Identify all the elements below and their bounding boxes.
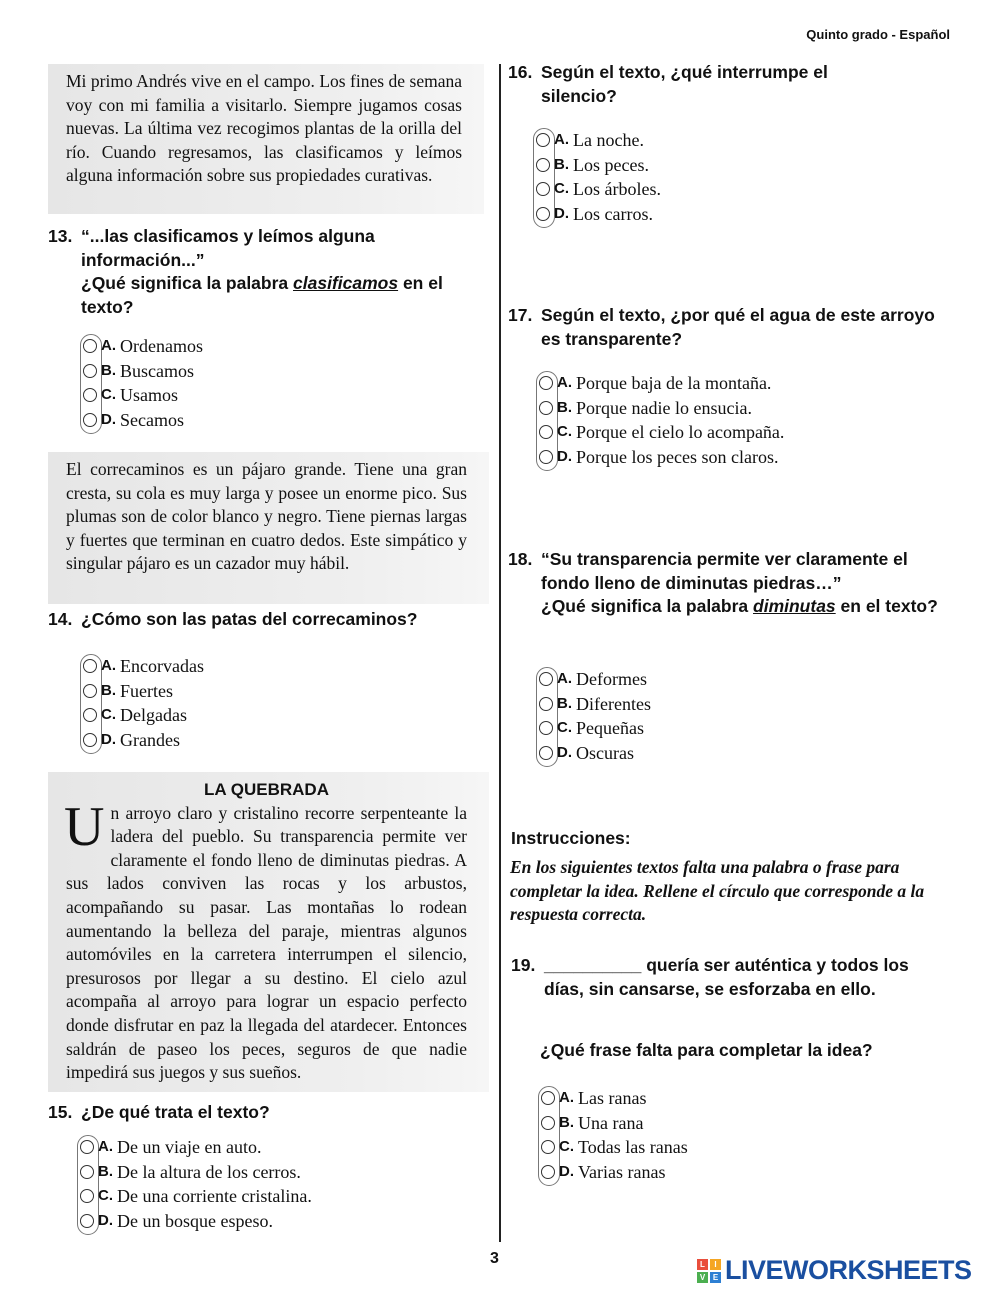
question-17-options [536,371,784,469]
radio-circle-icon[interactable] [80,1140,94,1154]
option-17-b[interactable] [536,396,784,421]
question-18-options [536,667,651,765]
option-text: Porque el cielo lo acompaña. [576,422,785,443]
option-letter: B. [101,361,116,379]
question-15-prompt: ¿De qué trata el texto? [81,1102,270,1122]
option-13-d[interactable] [80,408,203,433]
question-18-keyword: diminutas [753,596,836,616]
logo-letter-i: I [710,1259,721,1270]
question-18-prompt-pre: ¿Qué significa la palabra [541,596,754,616]
option-text: De una corriente cristalina. [117,1186,312,1207]
passage-quebrada-text [64,795,467,1085]
option-text: Oscuras [576,743,634,764]
question-14 [48,608,493,632]
passage-quebrada-title: LA QUEBRADA [204,780,329,799]
option-text: Buscamos [120,360,194,381]
option-letter: D. [559,1163,574,1181]
logo-letter-v: V [697,1272,708,1283]
option-19-d[interactable] [538,1160,688,1185]
option-18-b[interactable] [536,692,651,717]
option-17-d[interactable] [536,445,784,470]
question-13-prompt-pre: ¿Qué significa la palabra [81,273,294,293]
question-15 [48,1101,493,1125]
option-letter: D. [557,448,572,466]
option-text: Las ranas [578,1088,647,1109]
option-text: Fuertes [120,680,173,701]
radio-circle-icon[interactable] [539,401,553,415]
question-18-prompt-post: en el texto? [835,596,938,616]
option-16-b[interactable] [533,153,661,178]
question-13-keyword: clasificamos [293,273,399,293]
radio-circle-icon[interactable] [83,413,97,427]
passage-primo [48,64,484,214]
radio-circle-icon[interactable] [83,684,97,698]
radio-circle-icon[interactable] [536,182,550,196]
option-letter: B. [98,1162,113,1180]
option-letter: C. [101,706,116,724]
option-17-a[interactable] [536,371,784,396]
option-text: De la altura de los cerros. [117,1161,301,1182]
option-18-d[interactable] [536,741,651,766]
option-letter: B. [557,398,572,416]
question-17-number: 17. [508,305,533,325]
option-letter: A. [557,374,572,392]
option-letter: B. [101,681,116,699]
question-13-options [80,334,203,432]
radio-circle-icon[interactable] [539,672,553,686]
radio-circle-icon[interactable] [539,376,553,390]
radio-circle-icon[interactable] [541,1165,555,1179]
logo-mark-icon [697,1259,721,1283]
question-14-options [80,654,204,752]
question-16-number: 16. [508,62,533,82]
option-14-d[interactable] [80,728,204,753]
option-text: Los carros. [573,204,653,225]
option-17-c[interactable] [536,420,784,445]
option-text: Delgadas [120,705,187,726]
option-14-a[interactable] [80,654,204,679]
radio-circle-icon[interactable] [541,1091,555,1105]
question-13 [48,225,493,319]
option-text: Ordenamos [120,336,203,357]
question-17-prompt: Según el texto, ¿por qué el agua de este arroyo es transparente? [541,305,935,349]
option-letter: C. [101,386,116,404]
radio-circle-icon[interactable] [83,659,97,673]
option-letter: C. [557,423,572,441]
option-19-b[interactable] [538,1111,688,1136]
option-text: Porque baja de la montaña. [576,373,772,394]
radio-circle-icon[interactable] [541,1116,555,1130]
instructions-body: En los siguientes textos falta una palabra o frase para completar la idea. Rellene el círculo que corresponde a la respuesta correcta. [510,857,925,924]
radio-circle-icon[interactable] [83,339,97,353]
option-text: Deformes [576,669,647,690]
logo-letter-e: E [710,1272,721,1283]
passage-correcaminos-text: El correcaminos es un pájaro grande. Tiene una gran cresta, su cola es muy larga y posee un enorme pico. Sus plumas son de color blanco y negro. Tiene piernas largas y fuertes que terminan en cuatro dedos. Este simpático y singular pájaro es un cazador muy hábil. [66,459,467,574]
option-text: Porque los peces son claros. [576,447,779,468]
drop-cap-letter: U [64,795,105,858]
question-15-options [77,1135,312,1233]
option-letter: D. [554,205,569,223]
radio-circle-icon[interactable] [541,1140,555,1154]
option-text: Grandes [120,730,180,751]
instructions-heading: Instrucciones: [511,828,631,848]
option-letter: D. [101,731,116,749]
option-text: Encorvadas [120,656,204,677]
option-15-b[interactable] [77,1160,312,1185]
question-13-quote: “...las clasificamos y leímos alguna información...” [81,226,375,270]
radio-circle-icon[interactable] [80,1214,94,1228]
option-15-c[interactable] [77,1184,312,1209]
passage-correcaminos [48,452,489,604]
column-divider [499,64,501,1242]
option-19-a[interactable] [538,1086,688,1111]
question-14-prompt: ¿Cómo son las patas del correcaminos? [81,609,418,629]
question-18-number: 18. [508,549,533,569]
option-letter: C. [98,1187,113,1205]
option-text: Una rana [578,1112,644,1133]
question-15-number: 15. [48,1102,73,1122]
option-16-c[interactable] [533,177,661,202]
question-16-prompt: Según el texto, ¿qué interrumpe el silencio? [541,62,828,106]
option-text: Diferentes [576,693,651,714]
option-letter: B. [557,694,572,712]
logo-text: LIVEWORKSHEETS [725,1255,972,1285]
option-letter: A. [557,670,572,688]
question-19 [511,954,953,1001]
option-text: De un viaje en auto. [117,1137,262,1158]
question-19-sentence: __________ quería ser auténtica y todos los días, sin cansarse, se esforzaba en ello. [544,955,909,999]
grade-header: Quinto grado - Español [806,27,950,42]
option-13-a[interactable] [80,334,203,359]
option-letter: D. [101,411,116,429]
liveworksheets-logo[interactable] [697,1255,972,1286]
question-16 [508,61,908,108]
passage-quebrada [48,772,489,1092]
option-letter: A. [101,337,116,355]
radio-circle-icon[interactable] [83,733,97,747]
page-number: 3 [490,1250,499,1267]
passage-primo-text: Mi primo Andrés vive en el campo. Los fines de semana voy con mi familia a visitarlo. Siempre jugamos cosas nuevas. La última vez recogimos plantas de la orilla del río. Cuando regresamos, las clasificamos y leímos alguna información sobre sus propiedades curativas. [66,71,462,186]
option-text: Los árboles. [573,179,661,200]
option-13-c[interactable] [80,383,203,408]
radio-circle-icon[interactable] [83,388,97,402]
question-19-prompt: ¿Qué frase falta para completar la idea? [540,1040,873,1060]
radio-circle-icon[interactable] [539,450,553,464]
option-letter: C. [554,180,569,198]
option-text: Pequeñas [576,718,644,739]
radio-circle-icon[interactable] [83,364,97,378]
option-letter: A. [559,1089,574,1107]
option-letter: A. [101,657,116,675]
radio-circle-icon[interactable] [536,158,550,172]
option-14-b[interactable] [80,679,204,704]
option-18-c[interactable] [536,716,651,741]
option-letter: A. [98,1138,113,1156]
option-16-d[interactable] [533,202,661,227]
option-letter: D. [557,744,572,762]
question-19-options [538,1086,688,1184]
option-text: Usamos [120,385,178,406]
option-text: Todas las ranas [578,1137,688,1158]
question-18-quote: “Su transparencia permite ver claramente el fondo lleno de diminutas piedras…” [541,549,908,593]
radio-circle-icon[interactable] [80,1165,94,1179]
option-13-b[interactable] [80,359,203,384]
question-16-options [533,128,661,226]
option-19-c[interactable] [538,1135,688,1160]
option-letter: C. [559,1138,574,1156]
radio-circle-icon[interactable] [536,133,550,147]
option-text: Porque nadie lo ensucia. [576,397,752,418]
option-text: Varias ranas [578,1162,666,1183]
option-letter: A. [554,131,569,149]
radio-circle-icon[interactable] [80,1189,94,1203]
radio-circle-icon[interactable] [539,697,553,711]
option-18-a[interactable] [536,667,651,692]
option-14-c[interactable] [80,703,204,728]
question-18-prompt [541,595,948,619]
option-text: Los peces. [573,154,649,175]
option-15-a[interactable] [77,1135,312,1160]
radio-circle-icon[interactable] [83,708,97,722]
question-14-number: 14. [48,609,73,629]
option-letter: C. [557,719,572,737]
radio-circle-icon[interactable] [539,425,553,439]
radio-circle-icon[interactable] [536,207,550,221]
option-letter: B. [554,155,569,173]
option-text: La noche. [573,130,644,151]
option-16-a[interactable] [533,128,661,153]
option-15-d[interactable] [77,1209,312,1234]
question-19-number: 19. [511,955,536,975]
question-13-prompt-post: en el texto? [81,273,443,317]
question-13-number: 13. [48,226,73,246]
question-13-prompt [81,272,493,319]
radio-circle-icon[interactable] [539,721,553,735]
logo-letter-l: L [697,1259,708,1270]
option-text: Secamos [120,410,184,431]
radio-circle-icon[interactable] [539,746,553,760]
question-17 [508,304,938,351]
option-letter: B. [559,1113,574,1131]
passage-quebrada-body: n arroyo claro y cristalino recorre serpenteante la ladera del pueblo. Su transparencia permite ver claramente el fondo lleno de diminutas piedras. A sus lados conviven las rocas y los arbustos, acompañando su pasar. Las montañas lo rodean aumentando la belleza del paraje, mientras algunos automóviles en la carretera interrumpen el silencio, presurosos por llegar a su destino. El cielo azul acompaña al arroyo para lograr un espacio perfecto donde disfrutar en paz la llegada del atardecer. Entonces saldrán de paseo los peces, seguros de que nadie impedirá sus juegos y sus sueños. [66,802,467,1083]
option-text: De un bosque espeso. [117,1211,273,1232]
question-18 [508,548,948,619]
option-letter: D. [98,1212,113,1230]
